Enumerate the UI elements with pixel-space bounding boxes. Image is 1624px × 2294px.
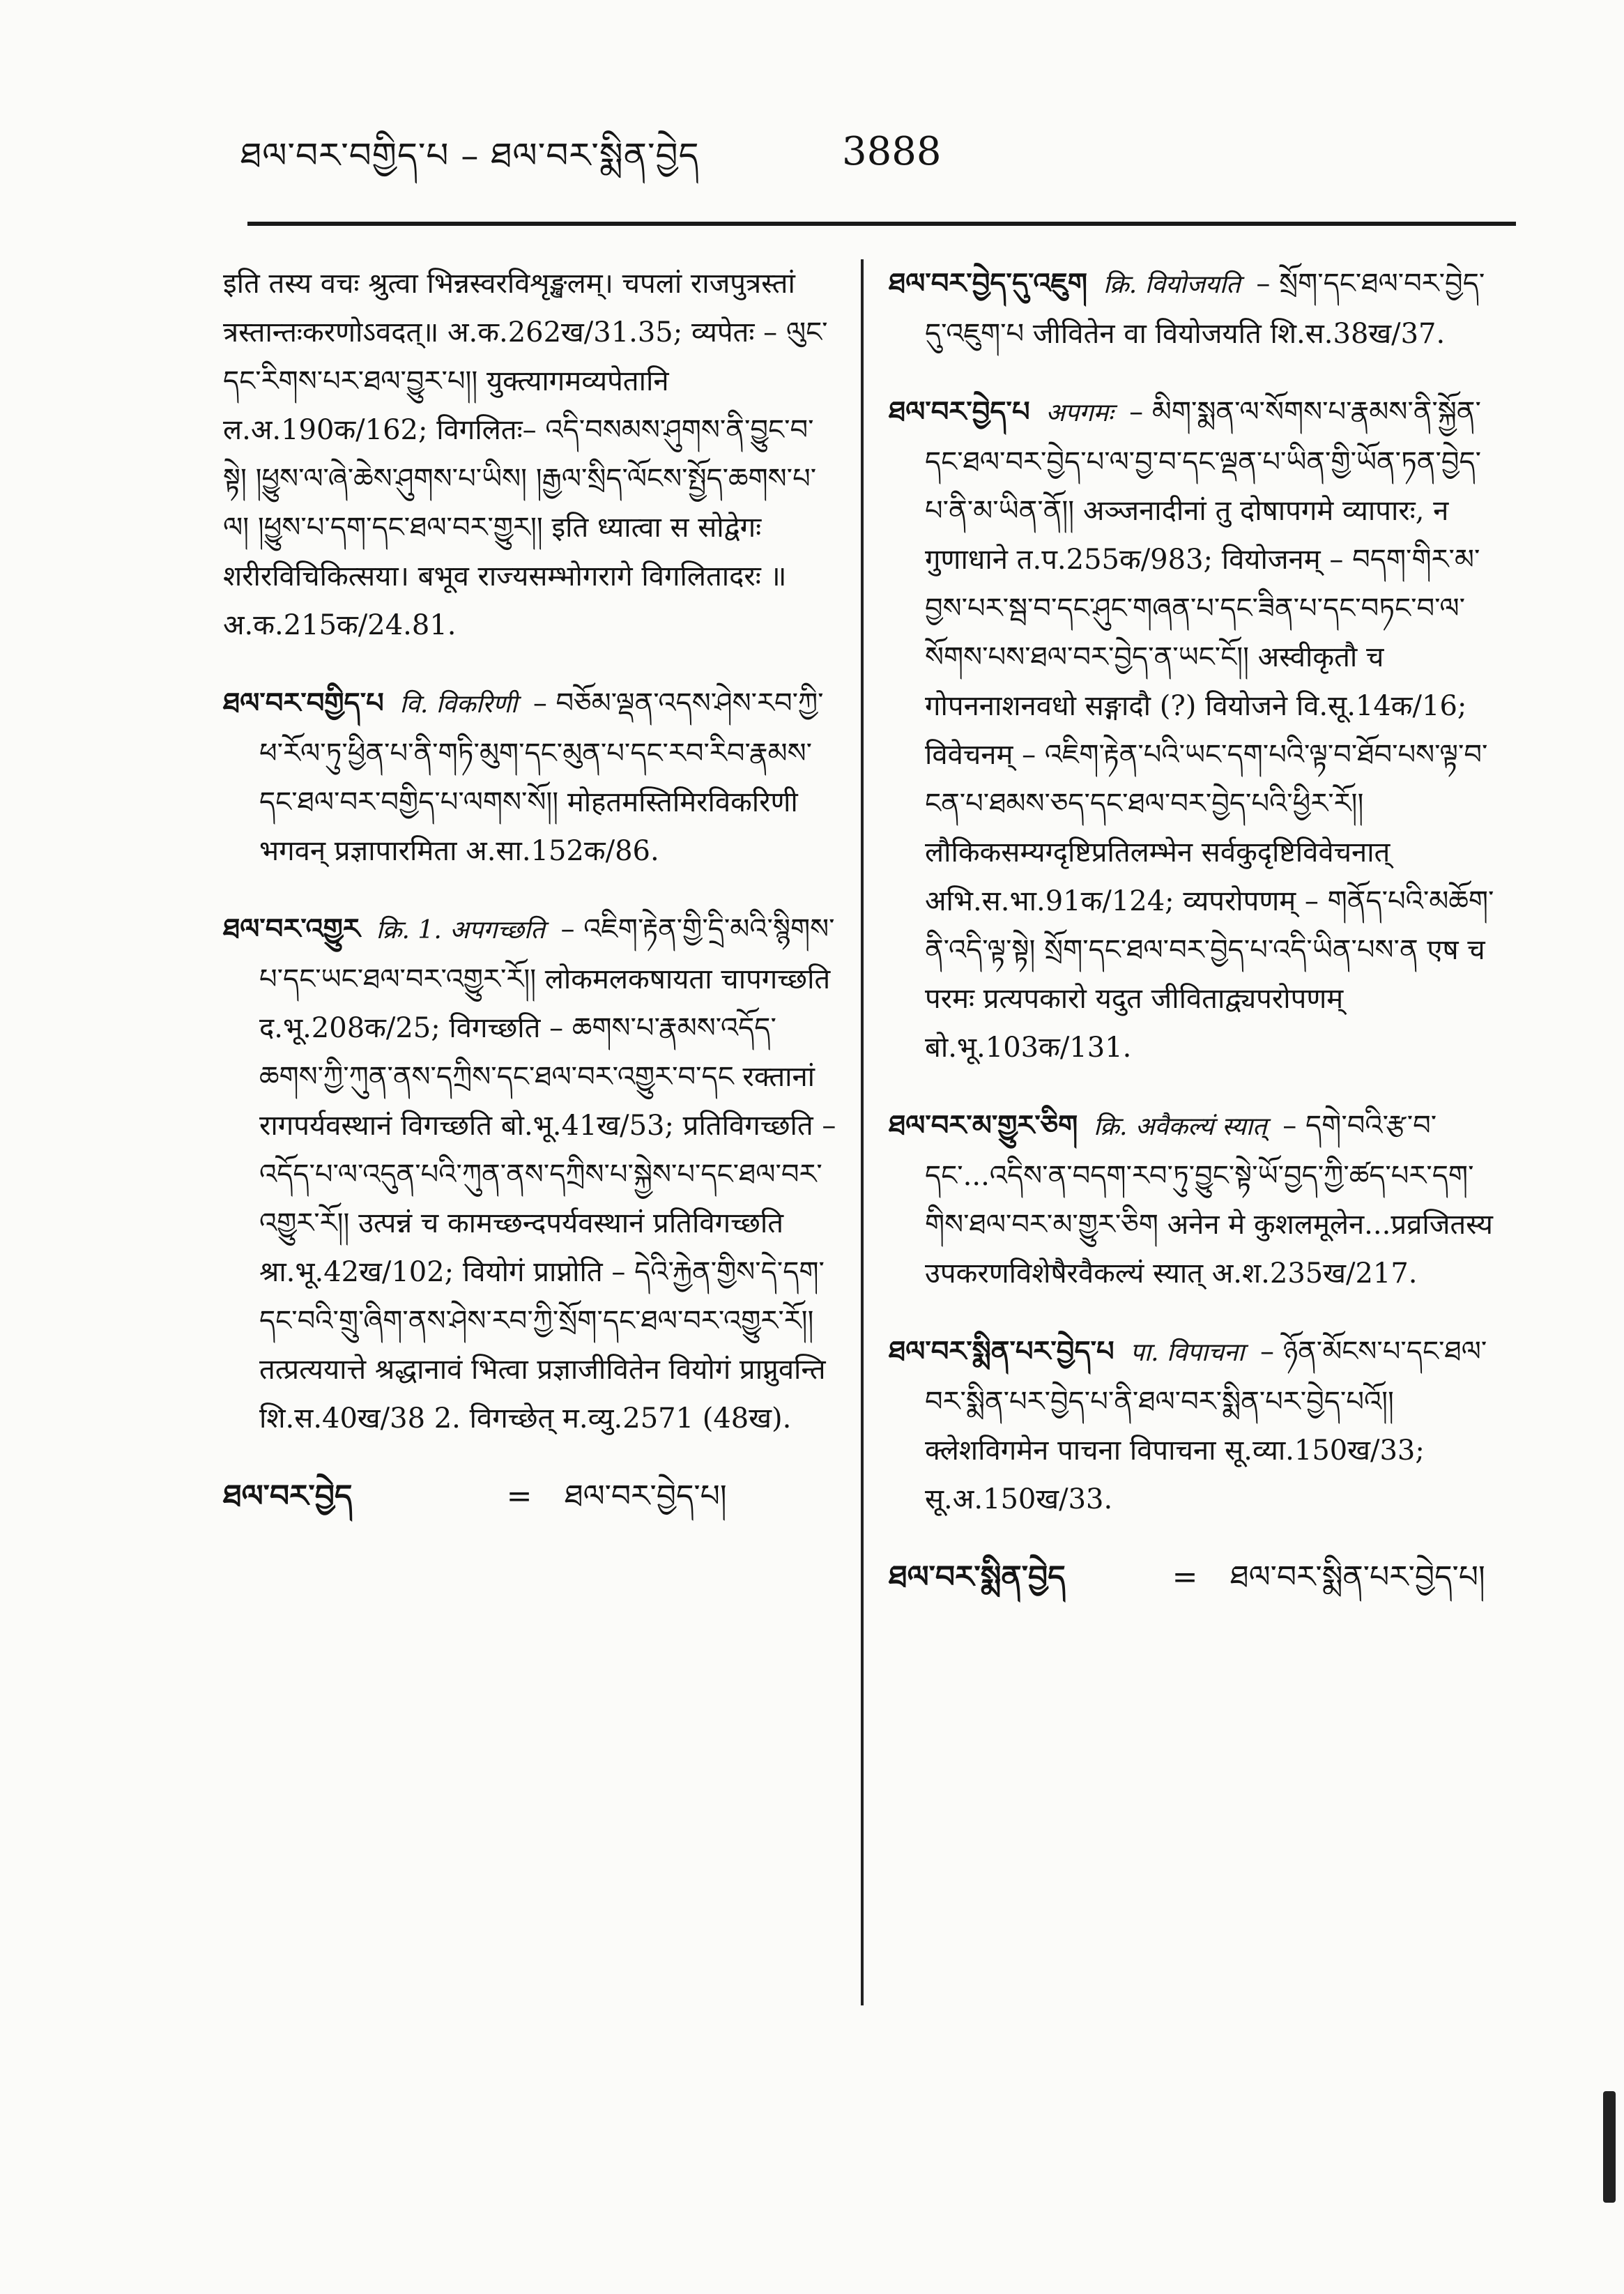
page-number: 3888: [842, 129, 942, 174]
dictionary-entry: [223, 905, 836, 1443]
entry-headword: ཐལ་བར་བགྱིད་པ: [223, 687, 384, 719]
xref-equals: =: [1172, 1559, 1198, 1595]
xref-term: ཐལ་བར་སྨིན་བྱེད: [889, 1559, 1066, 1595]
scan-edge-mark: [1603, 2091, 1616, 2203]
cross-reference: [223, 1472, 836, 1521]
page-header: [0, 0, 1624, 230]
dictionary-entry: [223, 679, 836, 875]
dictionary-entry: [889, 1101, 1502, 1298]
entry-grammar: अपगमः: [1045, 399, 1114, 427]
right-column: [889, 259, 1502, 1602]
dictionary-entry: [889, 259, 1502, 358]
xref-target: ཐལ་བར་སྨིན་པར་བྱེད་པ།: [1230, 1559, 1485, 1595]
cross-reference: [889, 1553, 1502, 1602]
left-column: [223, 259, 836, 1521]
entry-body: इति तस्य वचः श्रुत्वा भिन्नस्वरविशृङ्खलम्। चपलां राजपुत्रस्तां त्रस्तान्तःकरणोऽवदत्॥ अ.क.262ख/31.35; व्यपेतः – ལུང་དང་རིགས་པར་ཐལ་བྱུར་པ།། युक्त्यागमव्यपेतानि ल.अ.190क/162; विगलितः– འདི་བསམས་ཤུགས་ནི་བྱུང་བ་སྟེ། །ཕྱུས་ལ་ཞེ་ཆེས་ཤུགས་པ་ཡིས། །རྒྱལ་སྲིད་ལོངས་སྤྱོད་ཆགས་པ་ལ། །ཕྱུས་པ་དག་དང་ཐལ་བར་གྱུར།། इति ध्यात्वा स सोद्वेगः शरीरविचिकित्सया। बभूव राज्यसम्भोगरागे विगलितादरः ॥ अ.क.215क/24.81.: [223, 268, 828, 641]
entry-grammar: क्रि. 1. अपगच्छति: [376, 916, 545, 945]
dictionary-entry: [223, 259, 836, 650]
entry-body: – ཉོན་མོངས་པ་དང་ཐལ་བར་སྨིན་པར་བྱེད་པ་ནི་ཐལ་བར་སྨིན་པར་བྱེད་པའོ།། क्लेशविगमेन पाचना विपाचना सू.व्या.150ख/33; सू.अ.150ख/33.: [925, 1336, 1487, 1515]
entry-headword: ཐལ་བར་འགྱུར: [223, 912, 360, 945]
entry-body: – སྲོག་དང་ཐལ་བར་བྱེད་དུ་འཇུག་པ जीवितेन वा वियोजयति शि.स.38ख/37.: [925, 268, 1485, 350]
entry-grammar: क्रि. अवैकल्यं स्यात्: [1094, 1112, 1267, 1141]
entry-body: – མིག་སྨན་ལ་སོགས་པ་རྣམས་ནི་སྐྱོན་དང་ཐལ་བར་བྱེད་པ་ལ་བྱ་བ་དང་ལྡན་པ་ཡིན་གྱི་ཡོན་ཏན་བྱེད་པ་ནི་མ་ཡིན་ནོ།། अञ्जनादीनां तु दोषापगमे व्यापारः, न गुणाधाने त.प.255क/983; वियोजनम् – བདག་གིར་མ་བྱས་པར་སྦ་བ་དང་ཤུང་གཞན་པ་དང་ཟིན་པ་དང་བཏང་བ་ལ་སོགས་པས་ཐལ་བར་བྱེད་ན་ཡང་ངོ།། अस्वीकृतौ च गोपननाशनवधो सङ्गादौ (?) वियोजने वि.सू.14क/16; विवेचनम् – འཇིག་རྟེན་པའི་ཡང་དག་པའི་ལྟ་བ་ཐོབ་པས་ལྟ་བ་ངན་པ་ཐམས་ཅད་དང་ཐལ་བར་བྱེད་པའི་ཕྱིར་རོ།། लौकिकसम्यग्दृष्टिप्रतिलम्भेन सर्वकुदृष्टिविवेचनात् अभि.स.भा.91क/124; व्यपरोपणम् – གནོད་པའི་མཆོག་ནི་འདི་ལྟ་སྟེ། སྲོག་དང་ཐལ་བར་བྱེད་པ་འདི་ཡིན་པས་ན एष च परमः प्रत्यपकारो यदुत जीविताद्व्यपरोपणम् बो.भू.103क/131.: [925, 396, 1494, 1064]
entry-body: – བཅོམ་ལྡན་འདས་ཤེས་རབ་ཀྱི་ཕ་རོལ་ཏུ་ཕྱིན་པ་ནི་གཏི་མུག་དང་མུན་པ་དང་རབ་རིབ་རྣམས་དང་ཐལ་བར་བགྱིད་པ་ལགས་སོ།། मोहतमस्तिमिरविकरिणी भगवन् प्रज्ञापारमिता अ.सा.152क/86.: [259, 687, 824, 867]
entry-body: – འཇིག་རྟེན་གྱི་དྲི་མའི་སྙིགས་པ་དང་ཡང་ཐལ་བར་འགྱུར་རོ།། लोकमलकषायता चापगच्छति द.भू.208क/25; विगच्छति – ཆགས་པ་རྣམས་འདོད་ཆགས་ཀྱི་ཀུན་ནས་དཀྲིས་དང་ཐལ་བར་འགྱུར་བ་དང रक्तानां रागपर्यवस्थानं विगच्छति बो.भू.41ख/53; प्रतिविगच्छति – འདོད་པ་ལ་འདུན་པའི་ཀུན་ནས་དཀྲིས་པ་སྐྱེས་པ་དང་ཐལ་བར་འགྱུར་རོ།། उत्पन्नं च कामच्छन्दपर्यवस्थानं प्रतिविगच्छति श्रा.भू.42ख/102; वियोगं प्राप्नोति – དེའི་རྐྱེན་གྱིས་དེ་དག་དང་བའི་གྲུ་ཞིག་ནས་ཤེས་རབ་ཀྱི་སྲོག་དང་ཐལ་བར་འགྱུར་རོ།། तत्प्रत्ययात्ते श्रद्धानावं भित्वा प्रज्ञाजीवितेन वियोगं प्राप्नुवन्ति शि.स.40ख/38 2. विगच्छेत् म.व्यु.2571 (48ख).: [259, 913, 836, 1435]
header-rule: [247, 222, 1516, 226]
entry-grammar: क्रि. वियोजयति: [1103, 270, 1241, 299]
xref-target: ཐལ་བར་བྱེད་པ།: [565, 1478, 727, 1514]
entry-headword: ཐལ་བར་མ་གྱུར་ཅིག: [889, 1109, 1078, 1142]
entry-grammar: पा. विपाचना: [1130, 1338, 1245, 1367]
entry-headword: ཐལ་བར་སྨིན་པར་བྱེད་པ: [889, 1335, 1114, 1368]
entry-grammar: वि. विकरिणी: [399, 690, 518, 719]
xref-term: ཐལ་བར་བྱེད: [223, 1478, 353, 1514]
column-divider: [861, 259, 864, 2005]
xref-equals: =: [506, 1478, 533, 1514]
dictionary-entry: [889, 1327, 1502, 1524]
dictionary-entry: [889, 388, 1502, 1072]
entry-headword: ཐལ་བར་བྱེད་དུ་འཇུག: [889, 267, 1088, 300]
entry-headword: ཐལ་བར་བྱེད་པ: [889, 395, 1030, 428]
entry-body: – དགེ་བའི་རྩ་བ་དང་...འདིས་ན་བདག་རབ་ཏུ་བྱུང་སྟེ་ཡོ་བྱད་ཀྱི་ཚད་པར་དག་གིས་ཐལ་བར་མ་གྱུར་ཅིག अनेन मे कुशलमूलेन...प्रव्रजितस्य उपकरणविशेषैरवैकल्यं स्यात् अ.श.235ख/217.: [925, 1110, 1493, 1290]
running-head: ཐལ་བར་བགྱིད་པ – ཐལ་བར་སྨིན་བྱེད: [240, 135, 700, 176]
